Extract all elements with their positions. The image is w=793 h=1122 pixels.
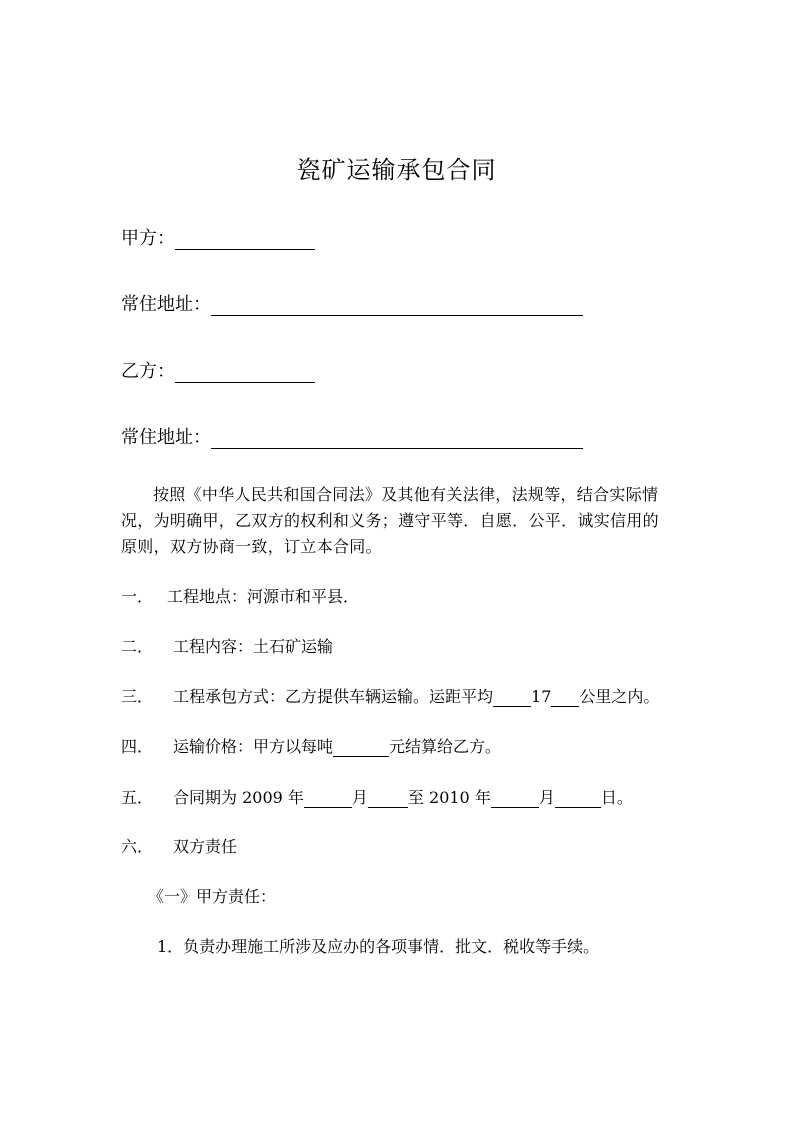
- clause-number: 六．: [121, 837, 154, 856]
- clause-text: 工程内容：土石矿运输: [173, 637, 334, 656]
- clause-text: 工程承包方式：乙方提供车辆运输。运距平均: [173, 687, 494, 706]
- distance-blank-after[interactable]: [551, 687, 579, 707]
- party-a-row: [121, 224, 315, 250]
- distance-value: 17: [531, 687, 552, 706]
- party-b-address-label: 常住地址：: [121, 427, 211, 448]
- party-b-blank[interactable]: [175, 364, 315, 383]
- end-day-blank[interactable]: [555, 788, 601, 808]
- party-a-blank[interactable]: [175, 231, 315, 250]
- document-title: 瓷矿运输承包合同: [296, 156, 497, 184]
- clause-text-after: 元结算给乙方。: [389, 737, 502, 756]
- party-a-address-blank[interactable]: [211, 297, 583, 316]
- clause-number: 四．: [121, 737, 154, 756]
- clause-text: 月: [351, 788, 368, 807]
- clause-number: 五．: [121, 788, 154, 807]
- clause-text: 日。: [600, 788, 633, 807]
- clause-text: 运输价格：甲方以每吨: [173, 737, 334, 756]
- clause-4: [121, 734, 501, 757]
- clause-number: 二．: [121, 637, 154, 656]
- clause-5: [121, 785, 633, 808]
- clause-6: [121, 834, 237, 857]
- clause-number: 三．: [121, 687, 154, 706]
- clause-text: 工程地点：河源市和平县．: [167, 587, 360, 606]
- clause-text: 至 2010 年: [407, 788, 491, 807]
- party-b-address-blank[interactable]: [211, 430, 583, 449]
- clause-text: 双方责任: [173, 837, 238, 856]
- party-a-address-label: 常住地址：: [121, 294, 211, 315]
- party-b-row: [121, 357, 315, 383]
- clause-3: [121, 684, 659, 707]
- distance-blank[interactable]: [493, 687, 531, 707]
- clause-text: 合同期为 2009 年: [173, 788, 304, 807]
- clause-1: [121, 584, 359, 607]
- section-a-heading: 《一》甲方责任：: [148, 887, 277, 906]
- clause-2: [121, 634, 333, 657]
- party-b-label: 乙方：: [121, 361, 175, 382]
- intro-paragraph: 按照《中华人民共和国合同法》及其他有关法律，法规等，结合实际情况，为明确甲，乙双方的权利和义务；遵守平等．自愿．公平．诚实信用的原则，双方协商一致，订立本合同。: [121, 485, 659, 556]
- party-b-address-row: [121, 423, 583, 449]
- end-month-blank[interactable]: [491, 788, 539, 808]
- party-a-label: 甲方：: [121, 228, 175, 249]
- party-a-address-row: [121, 290, 583, 316]
- clause-text: 月: [538, 788, 555, 807]
- item-1: 1．负责办理施工所涉及应办的各项事情．批文．税收等手续。: [157, 937, 600, 956]
- clause-number: 一．: [121, 587, 154, 606]
- clause-text-after: 公里之内。: [579, 687, 660, 706]
- start-day-blank[interactable]: [368, 788, 408, 808]
- price-blank[interactable]: [333, 737, 389, 757]
- start-month-blank[interactable]: [304, 788, 352, 808]
